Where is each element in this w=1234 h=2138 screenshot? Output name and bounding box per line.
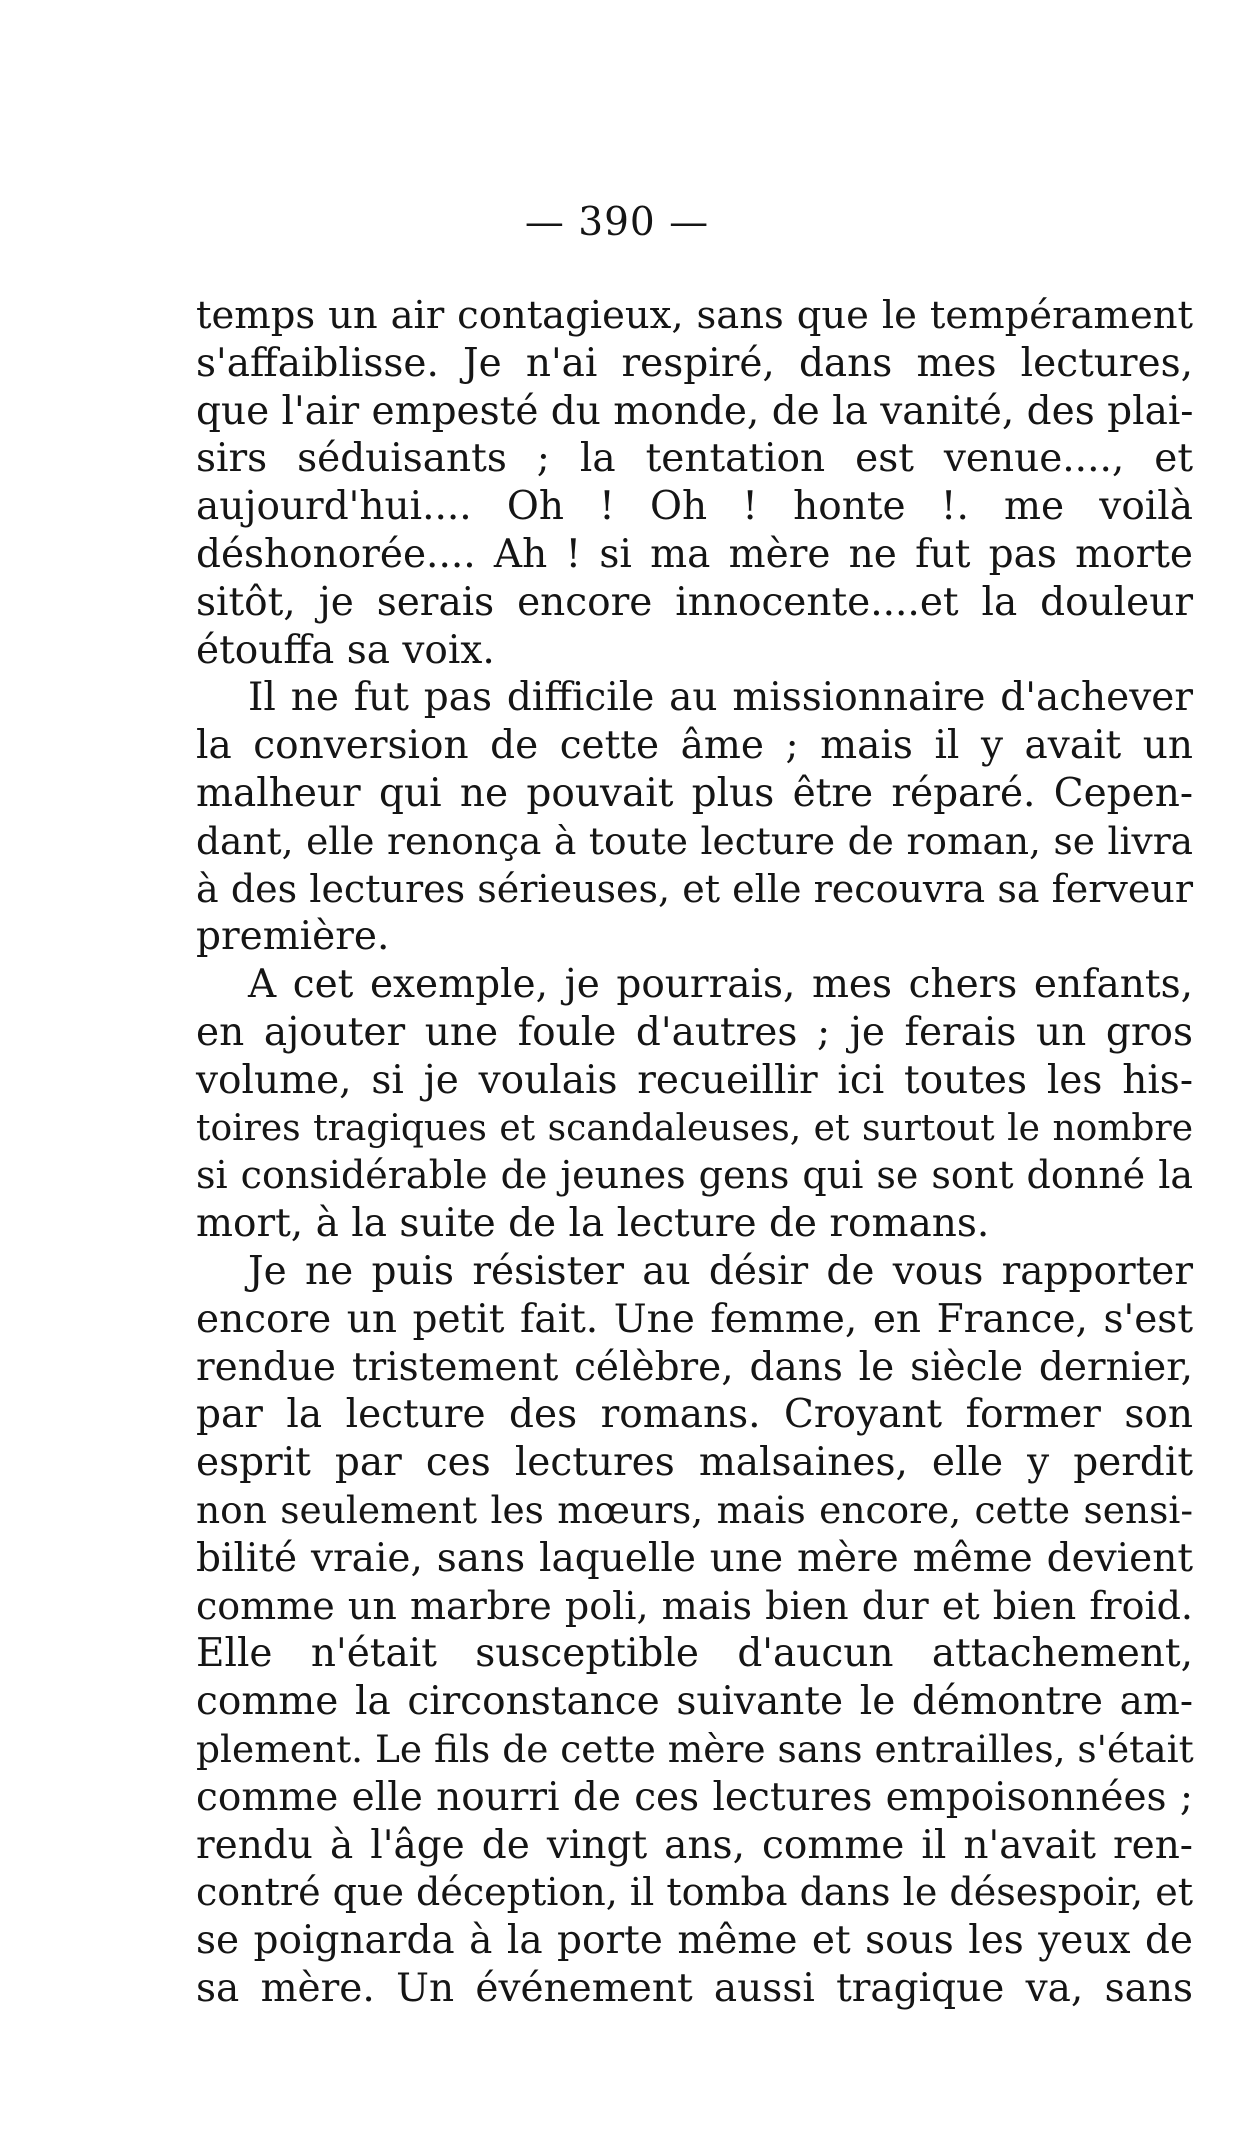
text-line: comme un marbre poli, mais bien dur et bien froid.: [196, 1583, 1193, 1628]
text-line: en ajouter une foule d'autres ; je ferais un gros: [196, 1009, 1193, 1055]
text-line: Elle n'était susceptible d'aucun attachement,: [196, 1631, 1193, 1677]
text-line: esprit par ces lectures malsaines, elle y perdit: [196, 1440, 1193, 1486]
text-line: sitôt, je serais encore innocente....et la douleur: [196, 579, 1193, 625]
text-line: non seulement les mœurs, mais encore, cette sensi-: [196, 1487, 1193, 1532]
text-line: comme la circonstance suivante le démontre am-: [196, 1679, 1193, 1725]
text-line: dant, elle renonça à toute lecture de roman, se livra: [196, 818, 1193, 863]
text-line: A cet exemple, je pourrais, mes chers enfants,: [248, 962, 1193, 1008]
text-line: plement. Le fils de cette mère sans entrailles, s'était: [196, 1726, 1194, 1771]
text-line: si considérable de jeunes gens qui se sont donné la: [196, 1153, 1193, 1198]
text-line: rendu à l'âge de vingt ans, comme il n'avait ren-: [196, 1822, 1193, 1868]
text-line: contré que déception, il tomba dans le désespoir, et: [196, 1870, 1193, 1915]
text-line: à des lectures sérieuses, et elle recouvra sa ferveur: [196, 866, 1193, 911]
text-line: que l'air empesté du monde, de la vanité, des plai-: [196, 388, 1194, 434]
text-line: se poignarda à la porte même et sous les yeux de: [196, 1918, 1193, 1964]
text-line: sirs séduisants ; la tentation est venue...., et: [196, 436, 1193, 482]
text-line: volume, si je voulais recueillir ici toutes les his-: [196, 1057, 1193, 1103]
text-line: comme elle nourri de ces lectures empoisonnées ;: [196, 1774, 1193, 1820]
text-line: déshonorée.... Ah ! si ma mère ne fut pas morte: [196, 531, 1193, 577]
text-line: toires tragiques et scandaleuses, et surtout le nombre: [196, 1107, 1193, 1149]
text-line: rendue tristement célèbre, dans le siècle dernier,: [196, 1344, 1193, 1390]
text-line: la conversion de cette âme ; mais il y avait un: [196, 723, 1193, 769]
text-line: encore un petit fait. Une femme, en France, s'est: [196, 1296, 1193, 1342]
text-line: bilité vraie, sans laquelle une mère même devient: [196, 1535, 1193, 1581]
page-number: — 390 —: [524, 200, 710, 245]
text-line: sa mère. Un événement aussi tragique va, sans: [196, 1965, 1193, 2011]
text-line: Il ne fut pas difficile au missionnaire d'achever: [248, 675, 1193, 721]
text-line: mort, à la suite de la lecture de romans.: [196, 1201, 990, 1247]
text-line: malheur qui ne pouvait plus être réparé. Cepen-: [196, 770, 1193, 816]
text-line: Je ne puis résister au désir de vous rapporter: [248, 1248, 1193, 1294]
text-line: aujourd'hui.... Oh ! Oh ! honte !. me voilà: [196, 484, 1193, 530]
text-line: première.: [196, 914, 390, 960]
text-line: temps un air contagieux, sans que le tempérament: [196, 293, 1193, 338]
body-text: [196, 292, 1193, 2013]
text-line: par la lecture des romans. Croyant former son: [196, 1392, 1193, 1438]
text-line: s'affaiblisse. Je n'ai respiré, dans mes lectures,: [196, 340, 1193, 386]
text-line: étouffa sa voix.: [196, 627, 495, 673]
